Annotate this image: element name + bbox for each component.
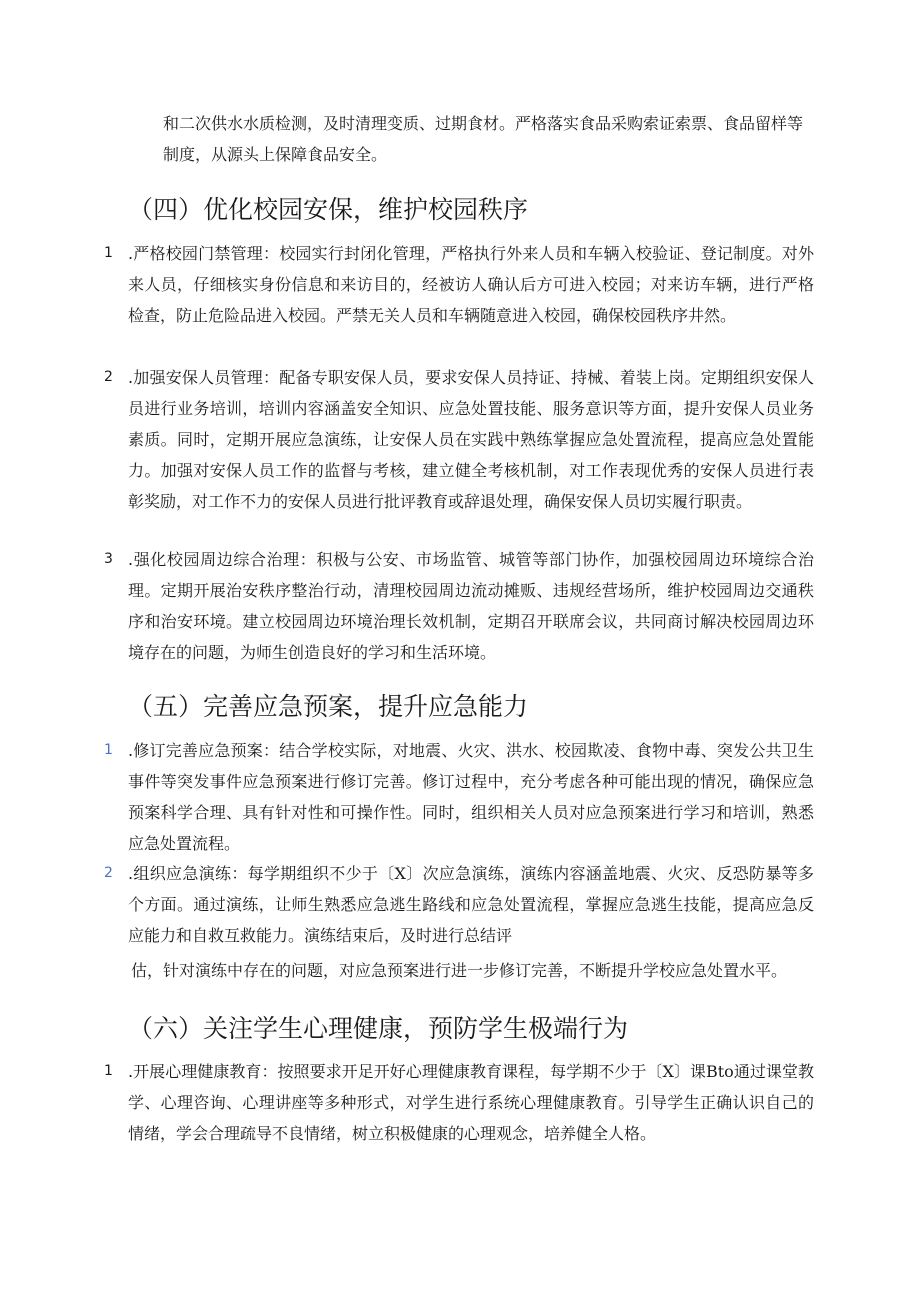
section-heading-4: （四）优化校园安保，维护校园秩序 — [128, 195, 529, 224]
item-number: 1 — [104, 245, 113, 261]
section-5-item-1 — [104, 735, 814, 859]
item-number: 2 — [104, 369, 113, 385]
item-number: 2 — [104, 865, 113, 881]
item-number: 1 — [104, 1063, 113, 1079]
section-heading-5: （五）完善应急预案，提升应急能力 — [128, 692, 529, 721]
item-text: .强化校园周边综合治理：积极与公安、市场监管、城管等部门协作，加强校园周边环境综合治理。定期开展治安秩序整治行动，清理校园周边流动摊贩、违规经营场所，维护校园周边交通秩序和治安环境。建立校园周边环境治理长效机制，定期召开联席会议，共同商讨解决校园周边环境存在的问题，为师生创造良好的学习和生活环境。 — [128, 550, 814, 662]
item-text: .组织应急演练：每学期组织不少于〔X〕次应急演练，演练内容涵盖地震、火灾、反恐防暴等多个方面。通过演练，让师生熟悉应急逃生路线和应急处置流程，掌握应急逃生技能，提高应急反应能力和自救互救能力。演练结束后，及时进行总结评 — [128, 864, 814, 945]
item-number: 1 — [104, 742, 113, 758]
section-4-item-2 — [104, 362, 814, 517]
item-text: .加强安保人员管理：配备专职安保人员，要求安保人员持证、持械、着装上岗。定期组织安保人员进行业务培训，培训内容涵盖安全知识、应急处置技能、服务意识等方面，提升安保人员业务素质。同时，定期开展应急演练，让安保人员在实践中熟练掌握应急处置流程，提高应急处置能力。加强对安保人员工作的监督与考核，建立健全考核机制，对工作表现优秀的安保人员进行表彰奖励，对工作不力的安保人员进行批评教育或辞退处理，确保安保人员切实履行职责。 — [128, 368, 814, 511]
item-text: .修订完善应急预案：结合学校实际，对地震、火灾、洪水、校园欺凌、食物中毒、突发公共卫生事件等突发事件应急预案进行修订完善。修订过程中，充分考虑各种可能出现的情况，确保应急预案科学合理、具有针对性和可操作性。同时，组织相关人员对应急预案进行学习和培训，熟悉应急处置流程。 — [128, 741, 814, 853]
section-6-item-1 — [104, 1056, 814, 1149]
section-4-item-1 — [104, 238, 814, 331]
item-text: .开展心理健康教育：按照要求开足开好心理健康教育课程，每学期不少于〔X〕课Bto通过课堂教学、心理咨询、心理讲座等多种形式，对学生进行系统心理健康教育。引导学生正确认识自己的情绪，学会合理疏导不良情绪，树立积极健康的心理观念，培养健全人格。 — [128, 1062, 814, 1143]
intro-paragraph: 和二次供水水质检测，及时清理变质、过期食材。严格落实食品采购索证索票、食品留样等制度，从源头上保障食品安全。 — [163, 114, 804, 164]
section-5-item-2 — [104, 858, 814, 951]
item-text: .严格校园门禁管理：校园实行封闭化管理，严格执行外来人员和车辆入校验证、登记制度。对外来人员，仔细核实身份信息和来访目的，经被访人确认后方可进入校园；对来访车辆，进行严格检查，防止危险品进入校园。严禁无关人员和车辆随意进入校园，确保校园秩序井然。 — [128, 244, 814, 325]
section-5-continuation: 估，针对演练中存在的问题，对应急预案进行进一步修订完善，不断提升学校应急处置水平。 — [131, 961, 788, 980]
section-heading-6: （六）关注学生心理健康，预防学生极端行为 — [128, 1014, 629, 1043]
section-4-item-3 — [104, 544, 814, 668]
item-number: 3 — [104, 551, 113, 567]
